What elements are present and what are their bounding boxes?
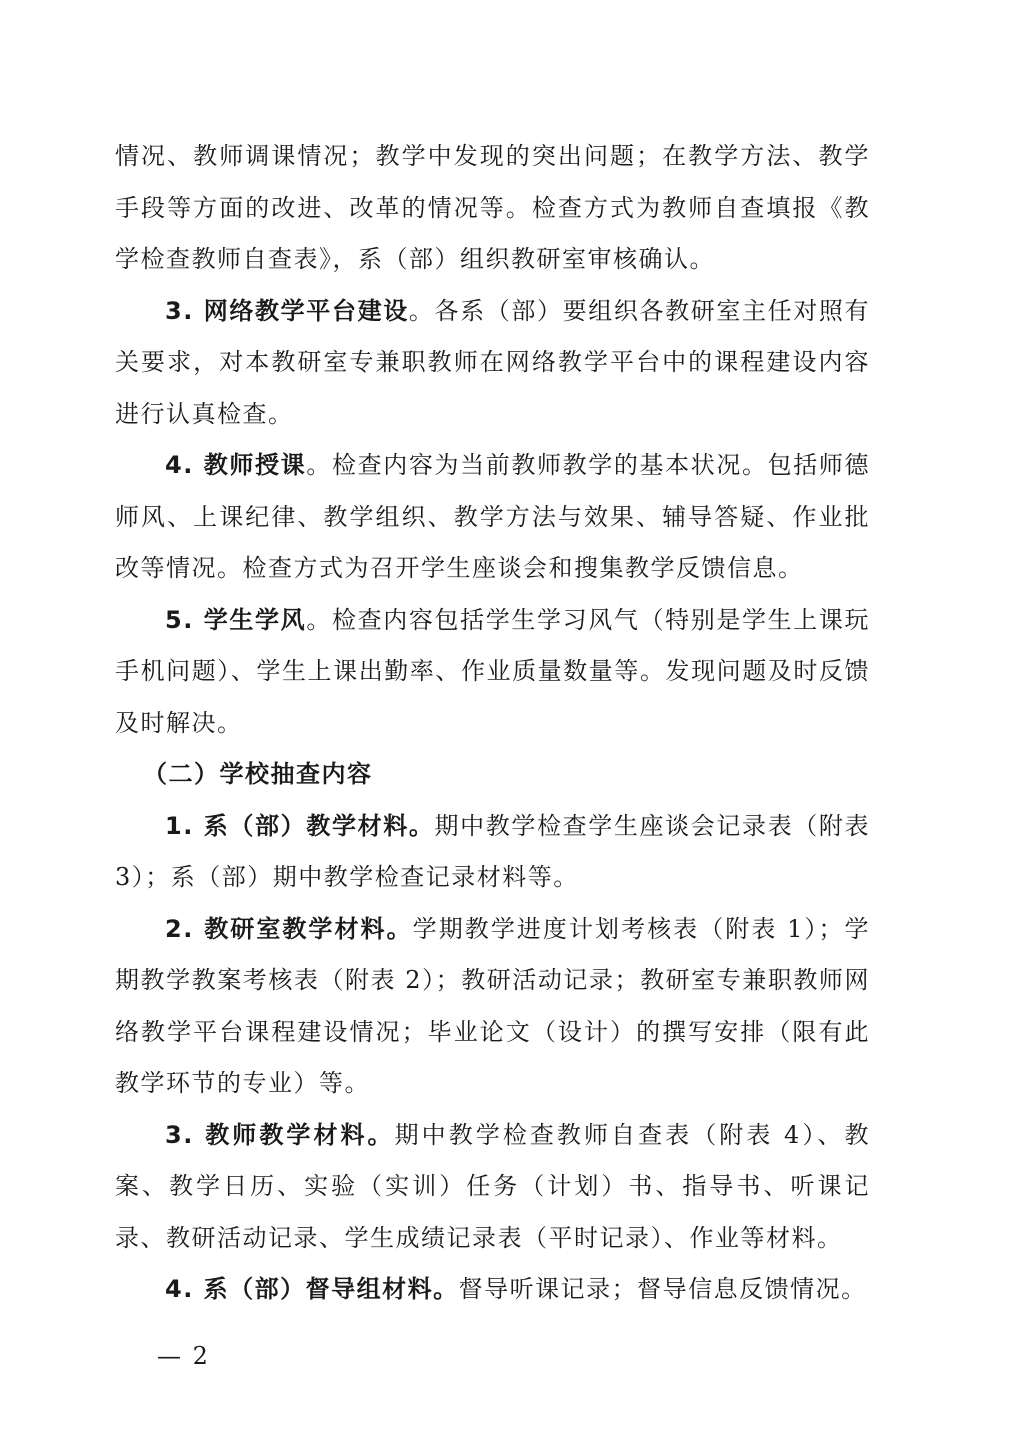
paragraph-text: 督导听课记录；督导信息反馈情况。 — [458, 1275, 867, 1303]
paragraph-student-style — [115, 595, 870, 750]
paragraph-text: 。检查内容为当前教师教学的基本状况。包括师德师风、上课纪律、教学组织、教学方法与效果、辅导答疑、作业批改等情况。检查方式为召开学生座谈会和搜集教学反馈信息。 — [115, 451, 870, 582]
section-heading: （二）学校抽查内容 — [143, 760, 373, 788]
paragraph-research-office-materials — [115, 904, 870, 1110]
paragraph-text: 学期教学进度计划考核表（附表 1）；学期教学教案考核表（附表 2）；教研活动记录；教研室专兼职教师网络教学平台课程建设情况；毕业论文（设计）的撰写安排（限有此教学环节的专业）等。 — [115, 914, 871, 1097]
paragraph-teacher-materials — [115, 1110, 870, 1265]
paragraph-text: 情况、教师调课情况；教学中发现的突出问题；在教学方法、教学手段等方面的改进、改革的情况等。检查方式为教师自查填报《教学检查教师自查表》，系（部）组织教研室审核确认。 — [115, 142, 870, 273]
paragraph-network-platform — [115, 286, 870, 441]
paragraph-text: 期中教学检查教师自查表（附表 4）、教案、教学日历、实验（实训）任务（计划）书、指导书、听课记录、教研活动记录、学生成绩记录表（平时记录）、作业等材料。 — [115, 1120, 870, 1252]
paragraph-text: 期中教学检查学生座谈会记录表（附表 3）；系（部）期中教学检查记录材料等。 — [115, 811, 871, 891]
paragraph-teacher-lecture — [115, 440, 870, 595]
paragraph-text: 。检查内容包括学生学习风气（特别是学生上课玩手机问题）、学生上课出勤率、作业质量数量等。发现问题及时反馈及时解决。 — [115, 605, 870, 737]
paragraph-text: 。各系（部）要组织各教研室主任对照有关要求，对本教研室专兼职教师在网络教学平台中的课程建设内容进行认真检查。 — [115, 296, 871, 428]
paragraph-lead: 3. 网络教学平台建设 — [165, 296, 409, 325]
paragraph-lead: 4. 教师授课 — [165, 451, 307, 479]
paragraph-inspection-content — [115, 131, 870, 286]
paragraph-department-materials — [115, 801, 870, 904]
document-body — [115, 131, 870, 1316]
paragraph-lead: 2. 教研室教学材料。 — [165, 914, 413, 943]
paragraph-lead: 4. 系（部）督导组材料。 — [165, 1275, 459, 1303]
page-number: — 2 — [157, 1342, 210, 1370]
paragraph-lead: 5. 学生学风 — [165, 605, 307, 634]
paragraph-lead: 1. 系（部）教学材料。 — [165, 811, 435, 840]
paragraph-supervision-materials — [115, 1264, 870, 1316]
paragraph-lead: 3. 教师教学材料。 — [165, 1120, 395, 1149]
